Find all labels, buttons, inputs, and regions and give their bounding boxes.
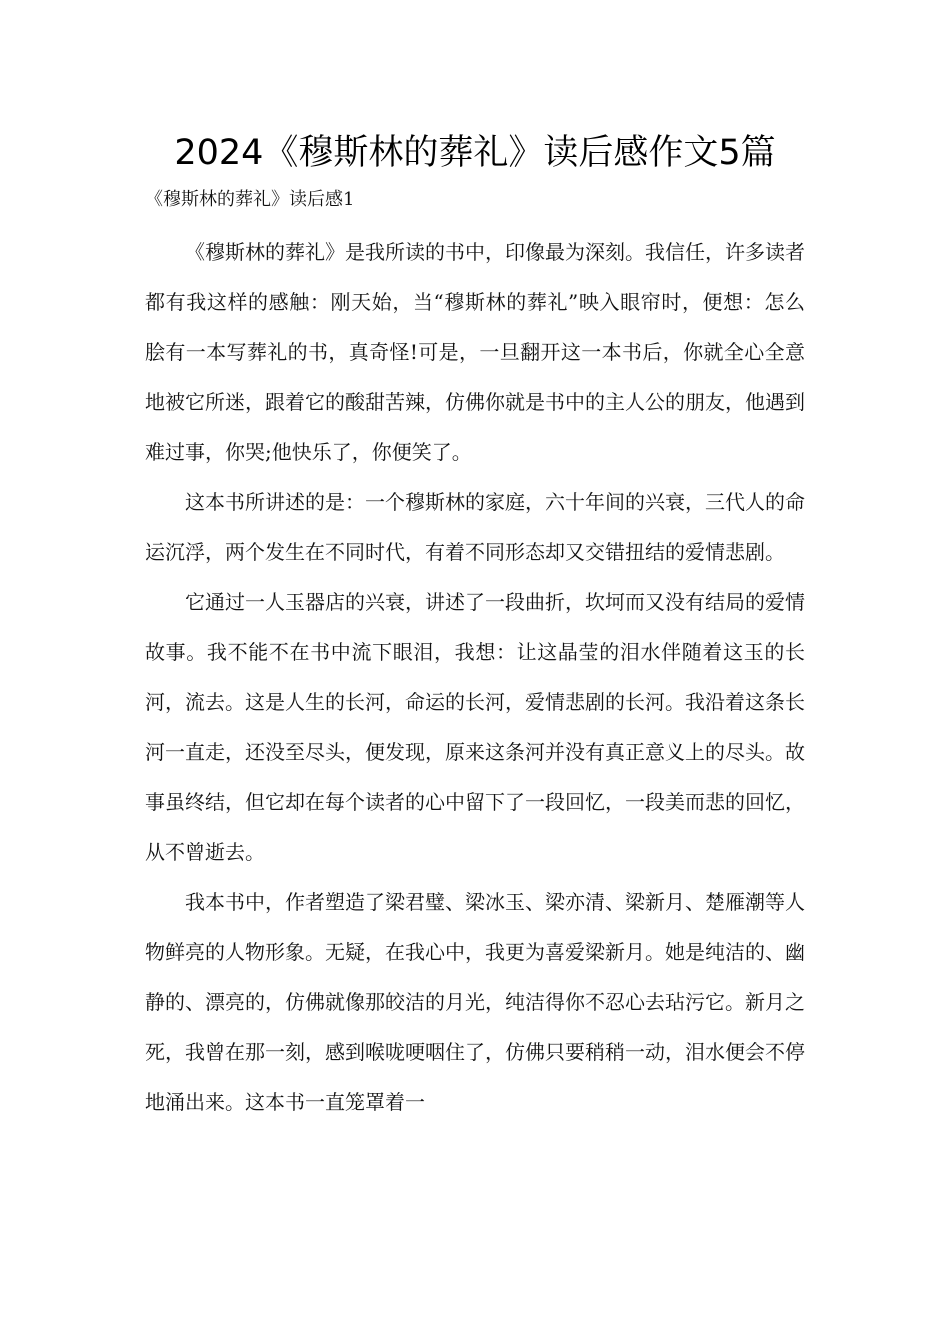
paragraph-2: 这本书所讲述的是：一个穆斯林的家庭，六十年间的兴衰，三代人的命运沉浮，两个发生在不同时代，有着不同形态却又交错扭结的爱情悲剧。 [145,490,805,564]
document-body [145,227,805,1127]
section-heading: 《穆斯林的葬礼》读后感1 [145,189,355,210]
document-title: 2024《穆斯林的葬礼》读后感作文5篇 [174,133,776,173]
paragraph-3: 它通过一人玉器店的兴衰，讲述了一段曲折，坎坷而又没有结局的爱情故事。我不能不在书中流下眼泪，我想：让这晶莹的泪水伴随着这玉的长河，流去。这是人生的长河，命运的长河，爱情悲剧的长河。我沿着这条长河一直走，还没至尽头，便发现，原来这条河并没有真正意义上的尽头。故事虽终结，但它却在每个读者的心中留下了一段回忆，一段美而悲的回忆，从不曾逝去。 [145,590,805,864]
paragraph-1: 《穆斯林的葬礼》是我所读的书中，印像最为深刻。我信任，许多读者都有我这样的感触：刚天始，当“穆斯林的葬礼”映入眼帘时，便想：怎么脍有一本写葬礼的书，真奇怪!可是，一旦翻开这一本书后，你就全心全意地被它所迷，跟着它的酸甜苦辣，仿佛你就是书中的主人公的朋友，他遇到难过事，你哭;他快乐了，你便笑了。 [145,240,805,464]
paragraph-4: 我本书中，作者塑造了梁君璧、梁冰玉、梁亦清、梁新月、楚雁潮等人物鲜亮的人物形象。无疑，在我心中，我更为喜爱梁新月。她是纯洁的、幽静的、漂亮的，仿佛就像那皎洁的月光，纯洁得你不忍心去玷污它。新月之死，我曾在那一刻，感到喉咙哽咽住了，仿佛只要稍稍一动，泪水便会不停地涌出来。这本书一直笼罩着一 [145,890,805,1114]
